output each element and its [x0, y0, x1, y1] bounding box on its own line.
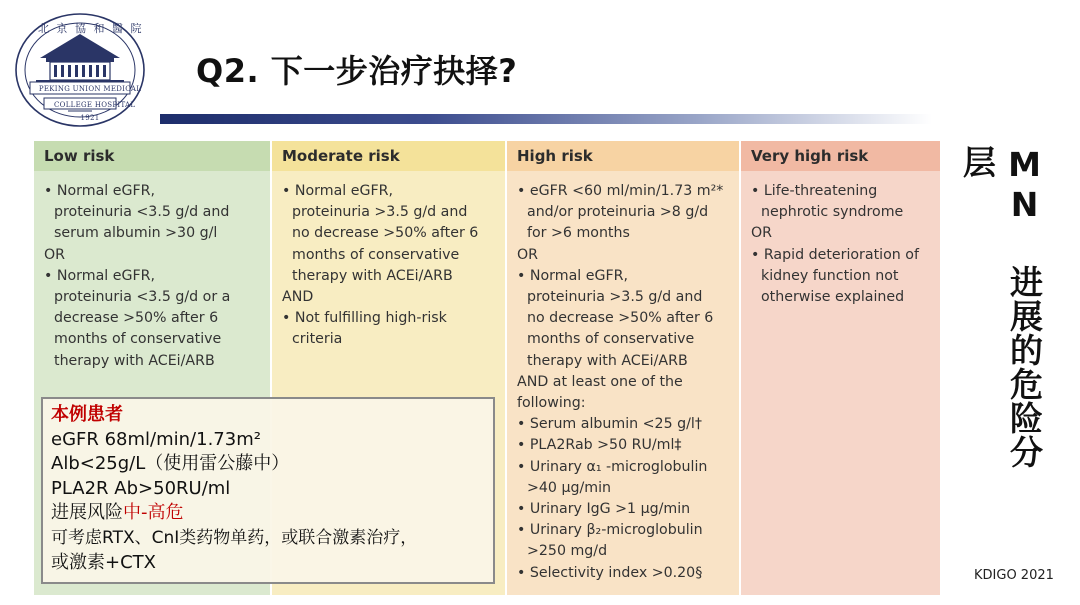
- logo-text-line1: PEKING UNION MEDICAL: [38, 85, 142, 93]
- patient-plan-line1: 可考虑RTX、CnI类药物单药，或联合激素治疗，: [51, 527, 418, 548]
- source-citation: KDIGO 2021: [974, 568, 1054, 583]
- patient-summary-box: [41, 397, 495, 584]
- criteria-connector: OR: [751, 225, 773, 242]
- risk-column-header: Moderate risk: [272, 141, 507, 171]
- risk-column-high: [507, 141, 741, 595]
- patient-pla2r: PLA2R Ab>50RU/ml: [51, 477, 231, 499]
- risk-column-header: High risk: [507, 141, 741, 171]
- criteria-bullet-item: • eGFR <60 ml/min/1.73 m²* and/or proteinuria >8 g/d for >6 months: [517, 183, 724, 242]
- criteria-connector: AND: [282, 289, 314, 306]
- risk-column-header: Low risk: [34, 141, 272, 171]
- title-underline-bar: [160, 114, 932, 124]
- patient-risk-level: 中-高危: [123, 502, 184, 524]
- logo-ring-text: 北 京 協 和 醫 院: [38, 22, 144, 35]
- criteria-bullet-item: • Rapid deterioration of kidney function not otherwise explained: [751, 246, 919, 306]
- patient-risk-line: [51, 501, 485, 526]
- patient-plan-line2: 或激素+CTX: [51, 551, 156, 573]
- criteria-bullet-item: • Normal eGFR, proteinuria >3.5 g/d and no decrease >50% after 6 months of conservative therapy with ACEi/ARB: [517, 267, 714, 369]
- criteria-bullet-item: • PLA2Rab >50 RU/ml‡: [517, 437, 682, 454]
- criteria-bullet-item: • Selectivity index >0.20§: [517, 564, 703, 581]
- criteria-connector: AND at least one of the following:: [517, 373, 683, 412]
- risk-column-header: Very high risk: [741, 141, 940, 171]
- risk-column-very-high: [741, 141, 940, 595]
- criteria-bullet-item: • Life-threatening nephrotic syndrome: [751, 183, 904, 221]
- hospital-logo: [10, 8, 150, 130]
- criteria-bullet-item: • Normal eGFR, proteinuria >3.5 g/d and no decrease >50% after 6 months of conservative therapy with ACEi/ARB: [282, 183, 479, 284]
- criteria-bullet-item: • Normal eGFR, proteinuria <3.5 g/d and serum albumin >30 g/l: [44, 183, 230, 242]
- criteria-connector: OR: [44, 246, 66, 263]
- criteria-bullet-item: • Normal eGFR, proteinuria <3.5 g/d or a decrease >50% after 6 months of conservative therapy with ACEi/ARB: [44, 267, 231, 369]
- patient-box-title: 本例患者: [51, 404, 123, 425]
- criteria-connector: OR: [517, 246, 539, 263]
- criteria-bullet-item: • Urinary IgG >1 μg/min: [517, 501, 691, 518]
- logo-year: 1921: [80, 114, 100, 122]
- patient-albumin: Alb<25g/L（使用雷公藤中）: [51, 453, 290, 475]
- patient-risk-prefix: 进展风险: [51, 502, 123, 524]
- slide-title: Q2. 下一步治疗抉择?: [196, 52, 518, 90]
- risk-column-body: [741, 171, 940, 595]
- criteria-bullet-item: • Serum albumin <25 g/l†: [517, 416, 702, 433]
- risk-column-body: [507, 171, 741, 595]
- logo-text-line2: COLLEGE HOSPITAL: [54, 101, 136, 109]
- side-title-vertical: MN 进展的危险分层: [958, 145, 1044, 469]
- patient-egfr: eGFR 68ml/min/1.73m²: [51, 428, 261, 450]
- criteria-bullet-item: • Not fulfilling high-risk criteria: [282, 310, 447, 348]
- criteria-bullet-item: • Urinary β₂-microglobulin >250 mg/d: [517, 522, 703, 560]
- criteria-bullet-item: • Urinary α₁ -microglobulin >40 μg/min: [517, 458, 708, 496]
